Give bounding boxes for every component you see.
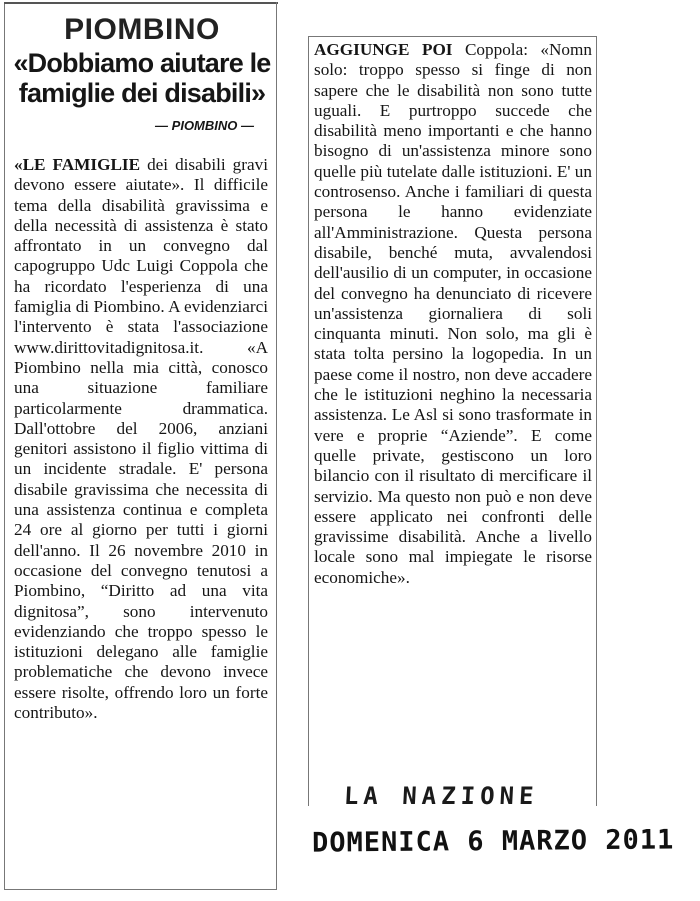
column2-top-border [308, 36, 597, 37]
clipping-left-border [4, 2, 5, 890]
article-text-column-1: dei disabili gravi devono essere aiutate». Il difficile tema della disabilità gravissima e della necessità di assistenza è stato affrontato in un convegno dal capogruppo Udc Luigi Coppola che ha ricordato l'esperienza di una famiglia di Piombino. A evidenziarci l'intervento è stata l'associazione www.dirittovitadignitosa.it. «A Piombino nella mia città, conosco una situazione familiare particolarmente drammatica. Dall'ottobre del 2006, anziani genitori assistono il figlio vittima di un incidente stradale. E' persona disabile gravissima che necessita di una assistenza continua e completa 24 ore al giorno per tutti i giorni dell'anno. Il 26 novembre 2010 in occasione del convegno tenutosi a Piombino, “Diritto ad una vita dignitosa”, sono intervenuto evidenziando che troppo spesso le istituzioni delegano alle famiglie problematiche che devono invece essere risolte, offrendo loro un forte contributo». [14, 155, 268, 723]
clipping-bottom-border [4, 889, 277, 890]
newspaper-name-handwritten: LA NAZIONE [343, 782, 540, 810]
article-lead-words: «LE FAMIGLIE [14, 155, 141, 174]
article-dateline: — PIOMBINO — [155, 118, 254, 133]
article-column-1 [12, 8, 272, 723]
article-lead-words-2: AGGIUNGE POI [314, 40, 453, 59]
article-body-column-2 [314, 40, 592, 588]
article-headline: «Dobbiamo aiutare le famiglie dei disabili» [13, 48, 271, 108]
column2-left-border [308, 36, 309, 806]
column-divider [276, 2, 277, 890]
article-column-2 [314, 40, 592, 588]
article-text-column-2: Coppola: «Nomn solo: troppo spesso si finge di non sapere che le disabilità non sono tutte uguali. E purtroppo succede che disabilità meno importanti e che hanno bisogno di un'assistenza minore sono quelle più tutelate dalle istituzioni. E' un controsenso. Anche i familiari di questa persona le hanno evidenziate all'Amministrazione. Questa persona disabile, benché muta, avvalendosi dell'ausilio di un computer, in occasione del convegno ha denunciato di ricevere un'assistenza giornaliera di soli cinquanta minuti. Non solo, ma gli è stata tolta persino la logopedia. In un paese come il nostro, non deve accadere che le istituzioni neghino la necessaria assistenza. Le Asl si sono trasformate in vere e proprie “Aziende”. E come quelle private, gestiscono un loro bilancio con il risultato di mercificare il servizio. Ma questo non può e non deve essere applicato nei confronti delle gravissime disabilità. Anche a livello locale sono mal impiegate le risorse economiche». [314, 40, 592, 587]
date-handwritten: DOMENICA 6 MARZO 2011 [311, 824, 675, 859]
column2-right-border [596, 36, 597, 806]
article-body-column-1 [12, 155, 272, 723]
clipping-top-border [4, 2, 278, 4]
article-kicker: PIOMBINO [64, 13, 220, 46]
